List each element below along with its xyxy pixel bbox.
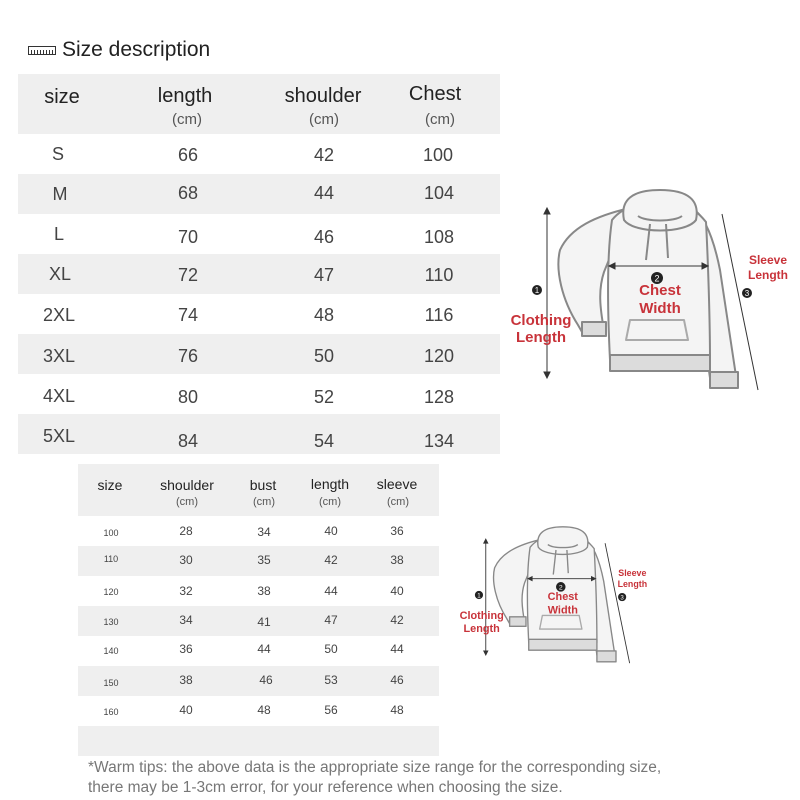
table-row (78, 606, 439, 636)
marker-3: 3 (620, 594, 624, 602)
table-header-row (78, 464, 439, 516)
shoulder-cell: 47 (313, 265, 335, 285)
table-row (18, 374, 500, 414)
sleeve-cell: 36 (390, 524, 404, 538)
length-cell: 84 (177, 431, 199, 451)
column-unit-length: (cm) (172, 111, 202, 128)
chest-cell: 100 (422, 145, 454, 165)
sleeve-cell: 40 (390, 584, 404, 598)
bust-cell: 46 (259, 673, 273, 687)
length-cell: 44 (324, 584, 338, 598)
table-row (18, 334, 500, 374)
shoulder-cell: 44 (313, 183, 335, 203)
marker-1: 1 (477, 592, 481, 600)
size-cell: 100 (103, 528, 119, 538)
table-row (18, 174, 500, 214)
column-header-sleeve: sleeve (376, 476, 418, 492)
chest-width-label-2: Width (639, 300, 681, 317)
column-header-length: length (310, 476, 350, 492)
size-cell: S (51, 144, 65, 164)
shoulder-cell: 54 (313, 431, 335, 451)
column-unit-shoulder: (cm) (176, 496, 198, 508)
chest-cell: 116 (424, 305, 454, 325)
chest-width-label-2: Width (547, 604, 578, 617)
length-cell: 53 (324, 673, 338, 687)
table-row (18, 134, 500, 174)
length-cell: 66 (177, 145, 199, 165)
table-row (18, 254, 500, 294)
chest-cell: 134 (423, 431, 455, 451)
clothing-length-label-2: Length (516, 329, 566, 346)
chest-cell: 108 (423, 227, 455, 247)
marker-1: 1 (534, 286, 540, 295)
length-cell: 56 (324, 703, 338, 717)
column-header-chest: Chest (408, 83, 462, 105)
size-cell: 140 (103, 646, 119, 656)
clothing-length-label-2: Length (463, 622, 500, 635)
size-cell: 110 (103, 554, 119, 564)
size-cell: 3XL (42, 346, 76, 366)
length-cell: 70 (177, 227, 199, 247)
sleeve-length-label: Sleeve (618, 567, 647, 578)
length-cell: 50 (324, 642, 338, 656)
table-row (78, 666, 439, 696)
clothing-length-label: Clothing (459, 609, 504, 622)
section-title: Size description (62, 38, 211, 61)
shoulder-cell: 28 (179, 524, 193, 538)
sleeve-cell: 48 (390, 703, 404, 717)
bust-cell: 35 (257, 553, 271, 567)
bust-cell: 48 (257, 703, 271, 717)
length-cell: 76 (177, 346, 199, 366)
chest-cell: 104 (423, 183, 455, 203)
size-cell: XL (48, 264, 72, 284)
bust-cell: 34 (257, 525, 271, 539)
sleeve-length-label-2: Length (617, 578, 648, 589)
size-cell: 160 (103, 707, 119, 717)
length-cell: 74 (177, 305, 199, 325)
size-cell: 5XL (42, 426, 76, 446)
column-unit-shoulder: (cm) (309, 111, 339, 128)
table-row (78, 576, 439, 606)
chest-cell: 120 (423, 346, 455, 366)
chest-width-label: Chest (639, 282, 681, 299)
sleeve-length-label-2: Length (748, 268, 788, 282)
table-row (18, 294, 500, 334)
shoulder-cell: 52 (313, 387, 335, 407)
bust-cell: 41 (257, 615, 271, 629)
column-unit-bust: (cm) (253, 496, 275, 508)
table-row (78, 516, 439, 546)
shoulder-cell: 42 (313, 145, 335, 165)
section-header (28, 36, 210, 64)
length-cell: 80 (177, 387, 199, 407)
column-header-length: length (157, 85, 213, 107)
marker-2: 2 (654, 273, 660, 284)
table-row (18, 214, 500, 254)
hoodie-measurement-diagram (500, 180, 800, 400)
column-unit-sleeve: (cm) (387, 496, 409, 508)
size-cell: 120 (103, 587, 119, 597)
ruler-icon (28, 46, 56, 55)
length-cell: 72 (177, 265, 199, 285)
table-header-row (18, 74, 500, 134)
size-cell: 130 (103, 617, 119, 627)
size-cell: 2XL (42, 305, 76, 325)
size-cell: M (52, 184, 68, 204)
warm-tips-note (88, 758, 788, 798)
table-row (78, 696, 439, 726)
table-row-empty (78, 726, 439, 756)
sleeve-cell: 38 (390, 553, 404, 567)
size-cell: L (53, 224, 65, 244)
tips-line-1: *Warm tips: the above data is the appropriate size range for the corresponding size, (88, 759, 662, 776)
chest-cell: 110 (424, 265, 454, 285)
length-cell: 47 (324, 613, 338, 627)
sleeve-cell: 42 (390, 613, 404, 627)
length-cell: 42 (324, 553, 338, 567)
tips-line-2: there may be 1-3cm error, for your reference when choosing the size. (88, 779, 563, 796)
column-header-bust: bust (249, 477, 277, 493)
shoulder-cell: 36 (179, 642, 193, 656)
column-unit-length: (cm) (319, 496, 341, 508)
size-cell: 4XL (42, 386, 76, 406)
clothing-length-label: Clothing (510, 312, 572, 329)
shoulder-cell: 40 (179, 703, 193, 717)
column-header-size: size (97, 477, 123, 493)
chest-width-label: Chest (547, 590, 578, 603)
length-cell: 68 (177, 183, 199, 203)
shoulder-cell: 38 (179, 673, 193, 687)
shoulder-cell: 32 (179, 584, 193, 598)
shoulder-cell: 48 (313, 305, 335, 325)
kids-hoodie-measurement-diagram (446, 520, 666, 670)
marker-3: 3 (744, 289, 750, 298)
bust-cell: 44 (257, 642, 271, 656)
sleeve-cell: 46 (390, 673, 404, 687)
shoulder-cell: 50 (313, 346, 335, 366)
column-unit-chest: (cm) (425, 111, 455, 128)
column-header-size: size (44, 86, 80, 108)
marker-2: 2 (558, 584, 563, 592)
shoulder-cell: 34 (179, 613, 193, 627)
chest-cell: 128 (423, 387, 455, 407)
table-row (78, 636, 439, 666)
shoulder-cell: 46 (313, 227, 335, 247)
sleeve-length-label: Sleeve (748, 253, 788, 267)
table-row (18, 414, 500, 454)
sleeve-cell: 44 (390, 642, 404, 656)
column-header-shoulder: shoulder (160, 477, 214, 493)
length-cell: 40 (324, 524, 338, 538)
shoulder-cell: 30 (179, 553, 193, 567)
bust-cell: 38 (257, 584, 271, 598)
table-row (78, 546, 439, 576)
column-header-shoulder: shoulder (284, 85, 362, 107)
size-cell: 150 (103, 678, 119, 688)
